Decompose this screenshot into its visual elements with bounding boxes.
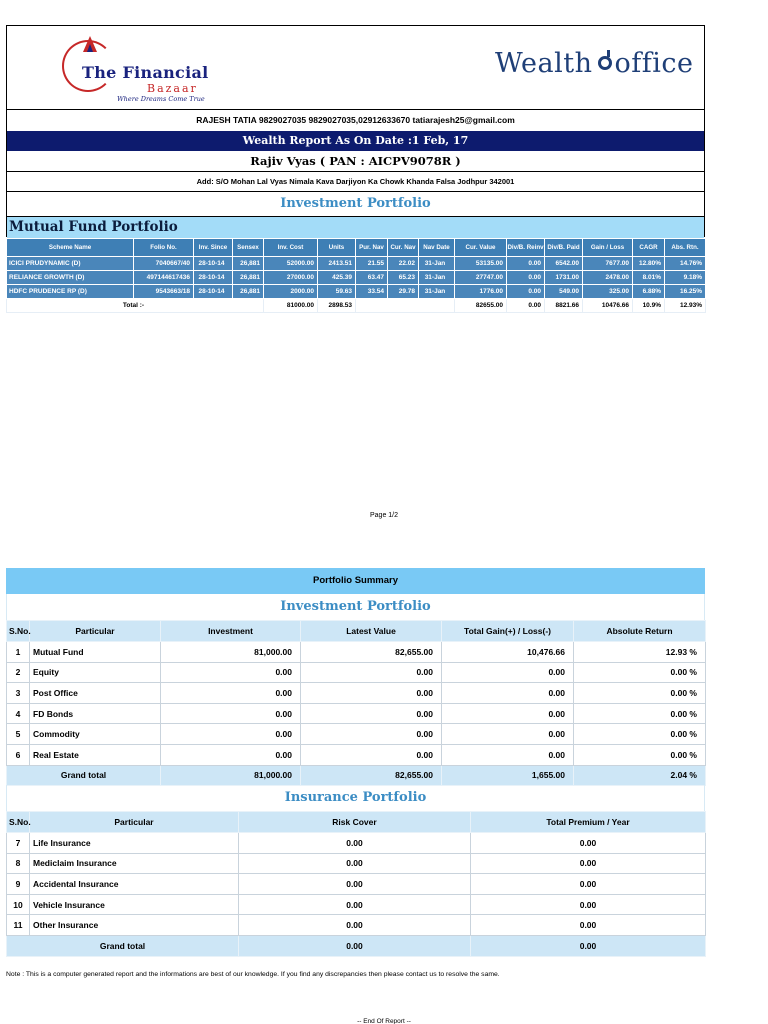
insurance-cell: 0.00 <box>471 853 706 874</box>
insurance-cell: Vehicle Insurance <box>30 894 239 915</box>
investment-cell: 0.00 <box>301 703 442 724</box>
insurance-grand-total-row <box>7 935 706 956</box>
mf-column-header: Sensex <box>233 239 264 257</box>
investment-row <box>7 744 706 765</box>
mf-cell: 9543663/18 <box>134 285 194 299</box>
mf-header-row <box>7 239 706 257</box>
mf-cell: HDFC PRUDENCE RP (D) <box>7 285 134 299</box>
mf-total-cell <box>356 299 455 313</box>
investment-total-cell: 2.04 % <box>574 765 706 786</box>
insurance-cell: Mediclaim Insurance <box>30 853 239 874</box>
mf-column-header: Pur. Nav <box>356 239 388 257</box>
mf-column-header: Folio No. <box>134 239 194 257</box>
logo-tagline: Where Dreams Come True <box>117 95 205 103</box>
insurance-cell: 7 <box>7 833 30 854</box>
mf-cell: ICICI PRUDYNAMIC (D) <box>7 257 134 271</box>
investment-cell: 0.00 % <box>574 724 706 745</box>
mf-cell: 7040667/40 <box>134 257 194 271</box>
logo-title: The Financial <box>82 63 209 82</box>
insurance-total-cell: 0.00 <box>471 935 706 956</box>
logo-subtitle: Bazaar <box>147 82 198 95</box>
insurance-cell: 0.00 <box>239 853 471 874</box>
mutual-fund-title: Mutual Fund Portfolio <box>7 216 704 238</box>
insurance-portfolio-heading: Insurance Portfolio <box>6 785 705 811</box>
investment-total-cell: 1,655.00 <box>442 765 574 786</box>
mf-cell: 2000.00 <box>264 285 318 299</box>
investment-cell: 10,476.66 <box>442 642 574 663</box>
mf-column-header: Div/B. Paid <box>545 239 583 257</box>
mf-total-cell: 81000.00 <box>264 299 318 313</box>
report-header-frame <box>6 25 705 237</box>
insurance-row <box>7 853 706 874</box>
mf-cell: 22.02 <box>388 257 419 271</box>
investment-cell: 0.00 <box>301 744 442 765</box>
investment-cell: 0.00 <box>442 724 574 745</box>
mf-column-header: CAGR <box>633 239 665 257</box>
investment-cell: 0.00 <box>161 744 301 765</box>
insurance-cell: 0.00 <box>239 915 471 936</box>
investment-cell: 0.00 % <box>574 683 706 704</box>
mf-cell: 31-Jan <box>419 285 455 299</box>
investment-cell: 0.00 % <box>574 662 706 683</box>
investment-cell: 6 <box>7 744 30 765</box>
logo-arrow-inner-icon <box>87 44 93 52</box>
mf-cell: 28-10-14 <box>194 285 233 299</box>
mf-cell: 26,881 <box>233 257 264 271</box>
mf-cell: 31-Jan <box>419 257 455 271</box>
investment-cell: 0.00 % <box>574 703 706 724</box>
insurance-cell: 0.00 <box>471 915 706 936</box>
mf-cell: 0.00 <box>507 257 545 271</box>
investment-cell: 12.93 % <box>574 642 706 663</box>
investment-cell: 0.00 <box>442 744 574 765</box>
mf-total-cell: 0.00 <box>507 299 545 313</box>
mf-column-header: Inv. Cost <box>264 239 318 257</box>
insurance-cell: 0.00 <box>239 874 471 895</box>
investment-cell: 0.00 <box>442 703 574 724</box>
mf-column-header: Gain / Loss <box>583 239 633 257</box>
mf-total-cell: 10.9% <box>633 299 665 313</box>
investment-cell: 82,655.00 <box>301 642 442 663</box>
mf-column-header: Cur. Value <box>455 239 507 257</box>
insurance-cell: 0.00 <box>471 894 706 915</box>
mf-cell: 1776.00 <box>455 285 507 299</box>
insurance-header-row <box>7 812 706 833</box>
mf-cell: 0.00 <box>507 285 545 299</box>
investment-cell: 4 <box>7 703 30 724</box>
mf-cell: 52000.00 <box>264 257 318 271</box>
brand-clock-icon <box>598 56 612 70</box>
mf-cell: 28-10-14 <box>194 257 233 271</box>
mf-cell: 59.63 <box>318 285 356 299</box>
insurance-cell: Accidental Insurance <box>30 874 239 895</box>
mf-cell: 549.00 <box>545 285 583 299</box>
investment-cell: 5 <box>7 724 30 745</box>
investment-column-header: Investment <box>161 621 301 642</box>
investment-cell: 0.00 <box>161 683 301 704</box>
investment-cell: Real Estate <box>30 744 161 765</box>
insurance-cell: 9 <box>7 874 30 895</box>
insurance-cell: 10 <box>7 894 30 915</box>
mf-cell: 26,881 <box>233 271 264 285</box>
insurance-cell: 0.00 <box>471 874 706 895</box>
investment-total-cell: Grand total <box>7 765 161 786</box>
investment-total-cell: 81,000.00 <box>161 765 301 786</box>
insurance-cell: 0.00 <box>471 833 706 854</box>
investment-cell: 1 <box>7 642 30 663</box>
insurance-cell: 8 <box>7 853 30 874</box>
mf-cell: 29.78 <box>388 285 419 299</box>
investment-cell: 0.00 <box>161 724 301 745</box>
client-name: Rajiv Vyas ( PAN : AICPV9078R ) <box>7 151 704 172</box>
mf-column-header: Units <box>318 239 356 257</box>
brand-part-1: Wealth <box>495 48 593 79</box>
mf-cell: 6.88% <box>633 285 665 299</box>
investment-cell: 0.00 <box>161 662 301 683</box>
insurance-cell: 0.00 <box>239 894 471 915</box>
investment-cell: 3 <box>7 683 30 704</box>
mf-total-cell: 10476.66 <box>583 299 633 313</box>
investment-cell: 0.00 <box>442 662 574 683</box>
mf-cell: 26,881 <box>233 285 264 299</box>
investment-cell: 0.00 <box>442 683 574 704</box>
mf-cell: 497144617436 <box>134 271 194 285</box>
mf-column-header: Inv. Since <box>194 239 233 257</box>
mf-table-row <box>7 271 706 285</box>
mf-cell: 27000.00 <box>264 271 318 285</box>
insurance-cell: 11 <box>7 915 30 936</box>
mf-cell: 33.54 <box>356 285 388 299</box>
mf-cell: 16.25% <box>665 285 706 299</box>
investment-column-header: Latest Value <box>301 621 442 642</box>
brand-part-2: office <box>614 48 694 79</box>
mf-cell: 12.80% <box>633 257 665 271</box>
investment-column-header: Particular <box>30 621 161 642</box>
insurance-column-header: S.No. <box>7 812 30 833</box>
investment-row <box>7 662 706 683</box>
investment-cell: 81,000.00 <box>161 642 301 663</box>
disclaimer-note: Note : This is a computer generated report and the informations are best of our knowledge. If you find any discrepancies then please contact us to resolve the same. <box>6 971 500 978</box>
insurance-total-cell: Grand total <box>7 935 239 956</box>
mf-cell: 21.55 <box>356 257 388 271</box>
insurance-column-header: Particular <box>30 812 239 833</box>
investment-portfolio-heading: Investment Portfolio <box>6 594 705 620</box>
portfolio-summary-header: Portfolio Summary <box>6 568 705 594</box>
page-number: Page 1/2 <box>369 512 399 519</box>
investment-row <box>7 642 706 663</box>
mf-column-header: Div/B. Reinv <box>507 239 545 257</box>
investment-cell: 2 <box>7 662 30 683</box>
insurance-cell: Life Insurance <box>30 833 239 854</box>
mf-table-row <box>7 285 706 299</box>
mf-column-header: Cur. Nav <box>388 239 419 257</box>
investment-cell: Post Office <box>30 683 161 704</box>
mf-column-header: Abs. Rtn. <box>665 239 706 257</box>
insurance-row <box>7 833 706 854</box>
mf-cell: 325.00 <box>583 285 633 299</box>
mf-cell: 1731.00 <box>545 271 583 285</box>
insurance-total-cell: 0.00 <box>239 935 471 956</box>
mf-column-header: Nav Date <box>419 239 455 257</box>
mf-cell: 31-Jan <box>419 271 455 285</box>
mf-cell: 6542.00 <box>545 257 583 271</box>
investment-grand-total-row <box>7 765 706 786</box>
mf-table-row <box>7 257 706 271</box>
insurance-column-header: Total Premium / Year <box>471 812 706 833</box>
mf-cell: 425.39 <box>318 271 356 285</box>
end-of-report: -- End Of Report -- <box>357 1018 411 1024</box>
investment-row <box>7 724 706 745</box>
mf-cell: 9.18% <box>665 271 706 285</box>
insurance-column-header: Risk Cover <box>239 812 471 833</box>
mf-cell: 2478.00 <box>583 271 633 285</box>
mf-total-cell: 2898.53 <box>318 299 356 313</box>
mf-total-row <box>7 299 706 313</box>
wealth-office-brand <box>495 48 693 79</box>
mf-total-cell: Total :- <box>7 299 264 313</box>
mf-total-cell: 82655.00 <box>455 299 507 313</box>
mf-total-cell: 12.93% <box>665 299 706 313</box>
investment-cell: 0.00 <box>301 662 442 683</box>
investment-header-row <box>7 621 706 642</box>
investment-total-cell: 82,655.00 <box>301 765 442 786</box>
mf-total-cell: 8821.66 <box>545 299 583 313</box>
mf-cell: 7677.00 <box>583 257 633 271</box>
investment-cell: 0.00 <box>301 683 442 704</box>
mf-cell: 8.01% <box>633 271 665 285</box>
mf-cell: 27747.00 <box>455 271 507 285</box>
mf-cell: RELIANCE GROWTH (D) <box>7 271 134 285</box>
investment-cell: FD Bonds <box>30 703 161 724</box>
investment-cell: 0.00 <box>301 724 442 745</box>
investment-column-header: Total Gain(+) / Loss(-) <box>442 621 574 642</box>
mf-cell: 63.47 <box>356 271 388 285</box>
insurance-summary-table <box>6 811 706 957</box>
investment-portfolio-title: Investment Portfolio <box>280 196 431 211</box>
mf-cell: 28-10-14 <box>194 271 233 285</box>
client-address: Add: S/O Mohan Lal Vyas Nimala Kava Darjiyon Ka Chowk Khanda Falsa Jodhpur 342001 <box>7 172 704 192</box>
insurance-row <box>7 894 706 915</box>
investment-cell: Equity <box>30 662 161 683</box>
logo-area <box>7 26 704 109</box>
advisor-contact: RAJESH TATIA 9829027035 9829027035,02912633670 tatiarajesh25@gmail.com <box>7 109 704 131</box>
insurance-row <box>7 874 706 895</box>
insurance-cell: Other Insurance <box>30 915 239 936</box>
investment-row <box>7 683 706 704</box>
investment-column-header: S.No. <box>7 621 30 642</box>
investment-cell: Mutual Fund <box>30 642 161 663</box>
investment-row <box>7 703 706 724</box>
insurance-cell: 0.00 <box>239 833 471 854</box>
mf-cell: 65.23 <box>388 271 419 285</box>
mf-cell: 53135.00 <box>455 257 507 271</box>
investment-cell: 0.00 % <box>574 744 706 765</box>
report-title: Wealth Report As On Date :1 Feb, 17 <box>7 131 704 151</box>
mf-column-header: Scheme Name <box>7 239 134 257</box>
investment-cell: 0.00 <box>161 703 301 724</box>
mf-cell: 0.00 <box>507 271 545 285</box>
mf-cell: 2413.51 <box>318 257 356 271</box>
investment-column-header: Absolute Return <box>574 621 706 642</box>
mf-cell: 14.76% <box>665 257 706 271</box>
investment-cell: Commodity <box>30 724 161 745</box>
insurance-row <box>7 915 706 936</box>
mutual-fund-table <box>6 238 706 313</box>
investment-summary-table <box>6 620 706 786</box>
